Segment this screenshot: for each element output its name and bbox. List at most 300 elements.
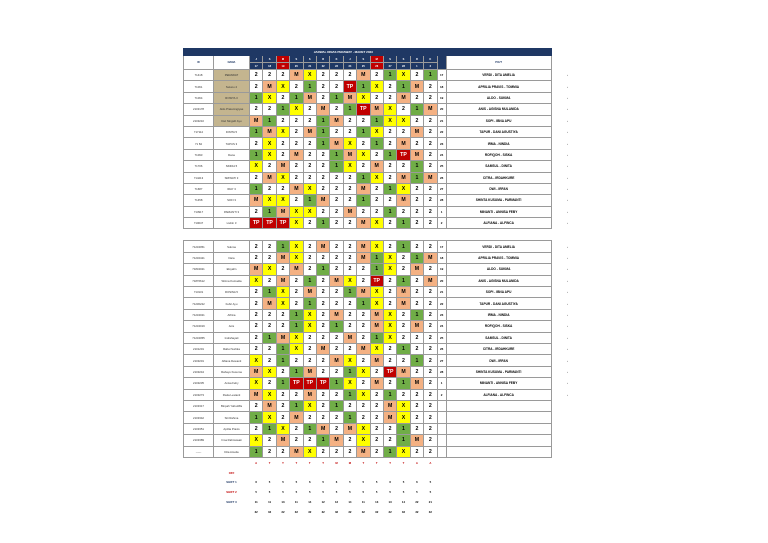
shift-cell[interactable]: 1 (410, 104, 423, 115)
shift-cell[interactable]: X (383, 264, 396, 275)
shift-cell[interactable]: 2 (330, 183, 343, 194)
shift-cell[interactable]: 2 (357, 206, 370, 217)
shift-cell[interactable]: 2 (397, 389, 410, 400)
shift-cell[interactable]: 2 (303, 343, 316, 354)
shift-cell[interactable]: 2 (316, 355, 329, 366)
shift-cell[interactable]: 1 (263, 423, 276, 434)
shift-cell[interactable]: 1 (370, 264, 383, 275)
shift-cell[interactable]: X (250, 161, 263, 172)
shift-cell[interactable]: M (290, 412, 303, 423)
shift-cell[interactable]: 1 (383, 183, 396, 194)
shift-cell[interactable]: 2 (370, 366, 383, 377)
shift-cell[interactable]: 2 (370, 435, 383, 446)
shift-cell[interactable]: 2 (290, 161, 303, 172)
shift-cell[interactable]: 2 (424, 412, 438, 423)
shift-cell[interactable]: 2 (250, 309, 263, 320)
shift-cell[interactable]: 2 (316, 252, 329, 263)
shift-cell[interactable]: 2 (303, 161, 316, 172)
shift-cell[interactable]: 1 (397, 378, 410, 389)
shift-cell[interactable]: X (370, 218, 383, 229)
shift-cell[interactable]: X (370, 81, 383, 92)
shift-cell[interactable]: 2 (290, 172, 303, 183)
shift-cell[interactable]: 2 (250, 298, 263, 309)
shift-cell[interactable]: 2 (330, 172, 343, 183)
shift-cell[interactable]: M (330, 355, 343, 366)
shift-cell[interactable]: 1 (276, 378, 289, 389)
shift-cell[interactable]: 2 (424, 81, 438, 92)
shift-cell[interactable]: 2 (424, 366, 438, 377)
shift-cell[interactable]: 2 (263, 435, 276, 446)
shift-cell[interactable]: M (397, 298, 410, 309)
shift-cell[interactable]: 2 (303, 149, 316, 160)
shift-cell[interactable]: 2 (263, 343, 276, 354)
shift-cell[interactable]: 2 (410, 446, 423, 457)
shift-cell[interactable]: 2 (370, 412, 383, 423)
shift-cell[interactable]: 2 (397, 252, 410, 263)
shift-cell[interactable]: M (276, 275, 289, 286)
shift-cell[interactable]: M (316, 343, 329, 354)
shift-cell[interactable]: 2 (290, 423, 303, 434)
shift-cell[interactable]: 2 (316, 92, 329, 103)
shift-cell[interactable]: M (357, 343, 370, 354)
shift-cell[interactable]: X (290, 343, 303, 354)
shift-cell[interactable]: 1 (357, 81, 370, 92)
shift-cell[interactable]: 2 (250, 287, 263, 298)
shift-cell[interactable]: M (343, 92, 356, 103)
shift-cell[interactable]: 2 (424, 264, 438, 275)
shift-cell[interactable]: 2 (263, 241, 276, 252)
shift-cell[interactable]: 2 (424, 138, 438, 149)
shift-cell[interactable]: 2 (343, 309, 356, 320)
shift-cell[interactable]: 2 (357, 332, 370, 343)
shift-cell[interactable]: 1 (250, 412, 263, 423)
shift-cell[interactable]: X (397, 183, 410, 194)
shift-cell[interactable]: 1 (383, 206, 396, 217)
shift-cell[interactable]: 2 (397, 206, 410, 217)
shift-cell[interactable]: 2 (263, 275, 276, 286)
shift-cell[interactable]: TP (397, 149, 410, 160)
shift-cell[interactable]: 2 (383, 241, 396, 252)
shift-cell[interactable]: TP (263, 218, 276, 229)
shift-cell[interactable]: TP (250, 218, 263, 229)
shift-cell[interactable]: 1 (250, 446, 263, 457)
shift-cell[interactable]: 1 (303, 275, 316, 286)
shift-cell[interactable]: 2 (370, 183, 383, 194)
shift-cell[interactable]: 2 (290, 355, 303, 366)
shift-cell[interactable]: 2 (343, 241, 356, 252)
shift-cell[interactable]: X (303, 183, 316, 194)
shift-cell[interactable]: 1 (370, 138, 383, 149)
shift-cell[interactable]: 2 (303, 332, 316, 343)
shift-cell[interactable]: 1 (343, 287, 356, 298)
shift-cell[interactable]: 1 (316, 435, 329, 446)
shift-cell[interactable]: 1 (357, 298, 370, 309)
shift-cell[interactable]: 2 (250, 206, 263, 217)
shift-cell[interactable]: 2 (303, 252, 316, 263)
shift-cell[interactable]: 2 (330, 264, 343, 275)
shift-cell[interactable]: 2 (410, 183, 423, 194)
shift-cell[interactable]: 2 (424, 241, 438, 252)
shift-cell[interactable]: X (383, 321, 396, 332)
shift-cell[interactable]: 2 (397, 332, 410, 343)
shift-cell[interactable]: 2 (276, 309, 289, 320)
shift-cell[interactable]: M (370, 355, 383, 366)
shift-cell[interactable]: M (370, 378, 383, 389)
shift-cell[interactable]: 2 (263, 309, 276, 320)
shift-cell[interactable]: 2 (383, 172, 396, 183)
shift-cell[interactable]: M (316, 104, 329, 115)
shift-cell[interactable]: X (290, 241, 303, 252)
shift-cell[interactable]: 2 (383, 81, 396, 92)
shift-cell[interactable]: 2 (316, 389, 329, 400)
shift-cell[interactable]: M (263, 400, 276, 411)
shift-cell[interactable]: 2 (383, 435, 396, 446)
shift-cell[interactable]: 1 (397, 435, 410, 446)
shift-cell[interactable]: 2 (383, 275, 396, 286)
shift-cell[interactable]: M (410, 126, 423, 137)
shift-cell[interactable]: M (357, 446, 370, 457)
shift-cell[interactable]: 2 (276, 138, 289, 149)
shift-cell[interactable]: 2 (290, 195, 303, 206)
shift-cell[interactable]: 2 (383, 355, 396, 366)
shift-cell[interactable]: 2 (250, 252, 263, 263)
shift-cell[interactable]: X (343, 355, 356, 366)
shift-cell[interactable]: 2 (303, 264, 316, 275)
shift-cell[interactable]: 2 (424, 126, 438, 137)
shift-cell[interactable]: M (357, 70, 370, 81)
shift-cell[interactable]: 2 (330, 446, 343, 457)
shift-cell[interactable]: X (303, 400, 316, 411)
shift-cell[interactable]: 2 (410, 298, 423, 309)
shift-cell[interactable]: M (397, 138, 410, 149)
shift-cell[interactable]: 1 (343, 412, 356, 423)
shift-cell[interactable]: 2 (397, 321, 410, 332)
shift-cell[interactable]: X (290, 252, 303, 263)
shift-cell[interactable]: 2 (383, 92, 396, 103)
shift-cell[interactable]: 2 (303, 241, 316, 252)
shift-cell[interactable]: 2 (424, 446, 438, 457)
shift-cell[interactable]: X (250, 275, 263, 286)
shift-cell[interactable]: M (370, 309, 383, 320)
shift-cell[interactable]: 2 (410, 218, 423, 229)
shift-cell[interactable]: 2 (263, 252, 276, 263)
shift-cell[interactable]: M (370, 104, 383, 115)
shift-cell[interactable]: 1 (370, 252, 383, 263)
shift-cell[interactable]: 2 (424, 195, 438, 206)
shift-cell[interactable]: M (397, 172, 410, 183)
shift-cell[interactable]: 1 (397, 241, 410, 252)
shift-cell[interactable]: 2 (343, 126, 356, 137)
shift-cell[interactable]: X (397, 446, 410, 457)
shift-cell[interactable]: X (250, 435, 263, 446)
shift-cell[interactable]: 2 (410, 332, 423, 343)
shift-cell[interactable]: X (397, 70, 410, 81)
shift-cell[interactable]: 2 (276, 446, 289, 457)
shift-cell[interactable]: 1 (276, 343, 289, 354)
shift-cell[interactable]: 2 (330, 81, 343, 92)
shift-cell[interactable]: 1 (263, 332, 276, 343)
shift-cell[interactable]: 2 (290, 138, 303, 149)
shift-cell[interactable]: 1 (357, 195, 370, 206)
shift-cell[interactable]: M (424, 252, 438, 263)
shift-cell[interactable]: 2 (330, 298, 343, 309)
shift-cell[interactable]: M (250, 366, 263, 377)
shift-cell[interactable]: X (263, 195, 276, 206)
shift-cell[interactable]: 2 (290, 126, 303, 137)
shift-cell[interactable]: 2 (357, 378, 370, 389)
shift-cell[interactable]: 2 (316, 161, 329, 172)
shift-cell[interactable]: 2 (250, 332, 263, 343)
shift-cell[interactable]: 2 (383, 343, 396, 354)
shift-cell[interactable]: M (276, 161, 289, 172)
shift-cell[interactable]: X (276, 298, 289, 309)
shift-cell[interactable]: TP (276, 218, 289, 229)
shift-cell[interactable]: 2 (424, 343, 438, 354)
shift-cell[interactable]: 2 (370, 389, 383, 400)
shift-cell[interactable]: X (343, 138, 356, 149)
shift-cell[interactable]: 2 (424, 161, 438, 172)
shift-cell[interactable]: 2 (343, 195, 356, 206)
shift-cell[interactable]: 2 (357, 309, 370, 320)
shift-cell[interactable]: 2 (250, 81, 263, 92)
shift-cell[interactable]: 1 (397, 343, 410, 354)
shift-cell[interactable]: 2 (303, 104, 316, 115)
shift-cell[interactable]: 1 (316, 138, 329, 149)
shift-cell[interactable]: 2 (303, 412, 316, 423)
shift-cell[interactable]: 2 (330, 412, 343, 423)
shift-cell[interactable]: 1 (276, 104, 289, 115)
shift-cell[interactable]: 2 (357, 412, 370, 423)
shift-cell[interactable]: X (370, 287, 383, 298)
shift-cell[interactable]: 1 (250, 149, 263, 160)
shift-cell[interactable]: 2 (424, 298, 438, 309)
shift-cell[interactable]: 2 (410, 343, 423, 354)
shift-cell[interactable]: 2 (357, 275, 370, 286)
shift-cell[interactable]: 2 (357, 115, 370, 126)
shift-cell[interactable]: 2 (316, 206, 329, 217)
shift-cell[interactable]: TP (290, 378, 303, 389)
shift-cell[interactable]: X (383, 332, 396, 343)
shift-cell[interactable]: 1 (397, 218, 410, 229)
shift-cell[interactable]: 2 (343, 218, 356, 229)
shift-cell[interactable]: 2 (343, 264, 356, 275)
shift-cell[interactable]: X (303, 321, 316, 332)
shift-cell[interactable]: X (276, 81, 289, 92)
shift-cell[interactable]: 2 (263, 321, 276, 332)
shift-cell[interactable]: 1 (263, 287, 276, 298)
shift-cell[interactable]: 2 (424, 92, 438, 103)
shift-cell[interactable]: 2 (316, 70, 329, 81)
shift-cell[interactable]: 2 (343, 446, 356, 457)
shift-cell[interactable]: X (357, 423, 370, 434)
shift-cell[interactable]: 2 (357, 321, 370, 332)
shift-cell[interactable]: 2 (370, 206, 383, 217)
shift-cell[interactable]: 2 (343, 172, 356, 183)
shift-cell[interactable]: 2 (424, 149, 438, 160)
shift-cell[interactable]: 1 (397, 81, 410, 92)
shift-cell[interactable]: 2 (383, 126, 396, 137)
shift-cell[interactable]: X (276, 423, 289, 434)
shift-cell[interactable]: 2 (343, 400, 356, 411)
shift-cell[interactable]: 2 (397, 355, 410, 366)
shift-cell[interactable]: 2 (276, 149, 289, 160)
shift-cell[interactable]: 2 (410, 195, 423, 206)
shift-cell[interactable]: 2 (410, 389, 423, 400)
shift-cell[interactable]: 1 (410, 172, 423, 183)
shift-cell[interactable]: X (303, 446, 316, 457)
shift-cell[interactable]: 2 (410, 412, 423, 423)
shift-cell[interactable]: 2 (276, 264, 289, 275)
shift-cell[interactable]: M (316, 195, 329, 206)
shift-cell[interactable]: 2 (276, 400, 289, 411)
shift-cell[interactable]: 2 (330, 241, 343, 252)
shift-cell[interactable]: X (383, 252, 396, 263)
shift-cell[interactable]: 2 (397, 309, 410, 320)
shift-cell[interactable]: 1 (410, 161, 423, 172)
shift-cell[interactable]: M (357, 287, 370, 298)
shift-cell[interactable]: 2 (410, 275, 423, 286)
shift-cell[interactable]: X (303, 206, 316, 217)
shift-cell[interactable]: 2 (290, 81, 303, 92)
shift-cell[interactable]: X (357, 149, 370, 160)
shift-cell[interactable]: X (383, 309, 396, 320)
shift-cell[interactable]: X (357, 389, 370, 400)
shift-cell[interactable]: X (263, 149, 276, 160)
shift-cell[interactable]: M (250, 115, 263, 126)
shift-cell[interactable]: 1 (250, 92, 263, 103)
shift-cell[interactable]: 2 (276, 389, 289, 400)
shift-cell[interactable]: 2 (343, 70, 356, 81)
shift-cell[interactable]: 2 (330, 126, 343, 137)
shift-cell[interactable]: 1 (303, 423, 316, 434)
shift-cell[interactable]: 1 (316, 126, 329, 137)
shift-cell[interactable]: 2 (263, 183, 276, 194)
shift-cell[interactable]: 2 (316, 321, 329, 332)
shift-cell[interactable]: M (410, 264, 423, 275)
shift-cell[interactable]: 2 (276, 92, 289, 103)
shift-cell[interactable]: X (290, 332, 303, 343)
shift-cell[interactable]: M (410, 81, 423, 92)
shift-cell[interactable]: 1 (330, 400, 343, 411)
shift-cell[interactable]: 1 (383, 149, 396, 160)
shift-cell[interactable]: M (290, 149, 303, 160)
shift-cell[interactable]: 2 (357, 400, 370, 411)
shift-cell[interactable]: 2 (424, 435, 438, 446)
shift-cell[interactable]: X (263, 264, 276, 275)
shift-cell[interactable]: X (290, 218, 303, 229)
shift-cell[interactable]: 2 (424, 287, 438, 298)
shift-cell[interactable]: 2 (303, 138, 316, 149)
shift-cell[interactable]: 2 (250, 400, 263, 411)
shift-cell[interactable]: X (276, 287, 289, 298)
shift-cell[interactable]: 1 (343, 389, 356, 400)
shift-cell[interactable]: M (410, 435, 423, 446)
shift-cell[interactable]: M (276, 206, 289, 217)
shift-cell[interactable]: M (410, 378, 423, 389)
shift-cell[interactable]: 1 (330, 321, 343, 332)
shift-cell[interactable]: X (343, 275, 356, 286)
shift-cell[interactable]: 2 (330, 343, 343, 354)
shift-cell[interactable]: 2 (424, 309, 438, 320)
shift-cell[interactable]: 2 (276, 366, 289, 377)
shift-cell[interactable]: 1 (330, 149, 343, 160)
shift-cell[interactable]: X (370, 298, 383, 309)
shift-cell[interactable]: 2 (290, 115, 303, 126)
shift-cell[interactable]: 2 (290, 389, 303, 400)
shift-cell[interactable]: 1 (263, 206, 276, 217)
shift-cell[interactable]: X (290, 206, 303, 217)
shift-cell[interactable]: 2 (397, 104, 410, 115)
shift-cell[interactable]: 2 (383, 298, 396, 309)
shift-cell[interactable]: 2 (316, 366, 329, 377)
shift-cell[interactable]: M (263, 298, 276, 309)
shift-cell[interactable]: M (263, 81, 276, 92)
shift-cell[interactable]: M (383, 412, 396, 423)
shift-cell[interactable]: 2 (316, 172, 329, 183)
shift-cell[interactable]: X (397, 400, 410, 411)
shift-cell[interactable]: 1 (343, 366, 356, 377)
shift-cell[interactable]: 1 (290, 366, 303, 377)
shift-cell[interactable]: 2 (383, 378, 396, 389)
shift-cell[interactable]: 2 (343, 115, 356, 126)
shift-cell[interactable]: 2 (250, 343, 263, 354)
shift-cell[interactable]: 1 (410, 355, 423, 366)
shift-cell[interactable]: M (263, 172, 276, 183)
shift-cell[interactable]: M (397, 195, 410, 206)
shift-cell[interactable]: 1 (330, 92, 343, 103)
shift-cell[interactable]: 2 (250, 241, 263, 252)
shift-cell[interactable]: 1 (290, 321, 303, 332)
shift-cell[interactable]: X (263, 366, 276, 377)
shift-cell[interactable]: 2 (410, 206, 423, 217)
shift-cell[interactable]: 2 (410, 115, 423, 126)
shift-cell[interactable]: TP (316, 378, 329, 389)
shift-cell[interactable]: 2 (330, 287, 343, 298)
shift-cell[interactable]: 2 (410, 423, 423, 434)
shift-cell[interactable]: X (357, 435, 370, 446)
shift-cell[interactable]: 2 (370, 400, 383, 411)
shift-cell[interactable]: 2 (424, 378, 438, 389)
shift-cell[interactable]: X (370, 343, 383, 354)
shift-cell[interactable]: 2 (383, 195, 396, 206)
shift-cell[interactable]: X (383, 104, 396, 115)
shift-cell[interactable]: 2 (303, 355, 316, 366)
shift-cell[interactable]: 2 (316, 400, 329, 411)
shift-cell[interactable]: 1 (250, 183, 263, 194)
shift-cell[interactable]: M (250, 389, 263, 400)
shift-cell[interactable]: 2 (410, 92, 423, 103)
shift-cell[interactable]: 2 (424, 115, 438, 126)
shift-cell[interactable]: 1 (316, 115, 329, 126)
shift-cell[interactable]: X (263, 92, 276, 103)
shift-cell[interactable]: 2 (303, 172, 316, 183)
shift-cell[interactable]: M (343, 206, 356, 217)
shift-cell[interactable]: 2 (330, 206, 343, 217)
shift-cell[interactable]: 2 (250, 423, 263, 434)
shift-cell[interactable]: 2 (424, 389, 438, 400)
shift-cell[interactable]: 1 (290, 400, 303, 411)
shift-cell[interactable]: M (330, 435, 343, 446)
shift-cell[interactable]: 2 (303, 115, 316, 126)
shift-cell[interactable]: M (397, 287, 410, 298)
shift-cell[interactable]: 1 (410, 252, 423, 263)
shift-cell[interactable]: M (250, 195, 263, 206)
shift-cell[interactable]: 2 (263, 104, 276, 115)
shift-cell[interactable]: 2 (263, 355, 276, 366)
shift-cell[interactable]: 2 (290, 287, 303, 298)
shift-cell[interactable]: M (330, 138, 343, 149)
shift-cell[interactable]: 2 (276, 321, 289, 332)
